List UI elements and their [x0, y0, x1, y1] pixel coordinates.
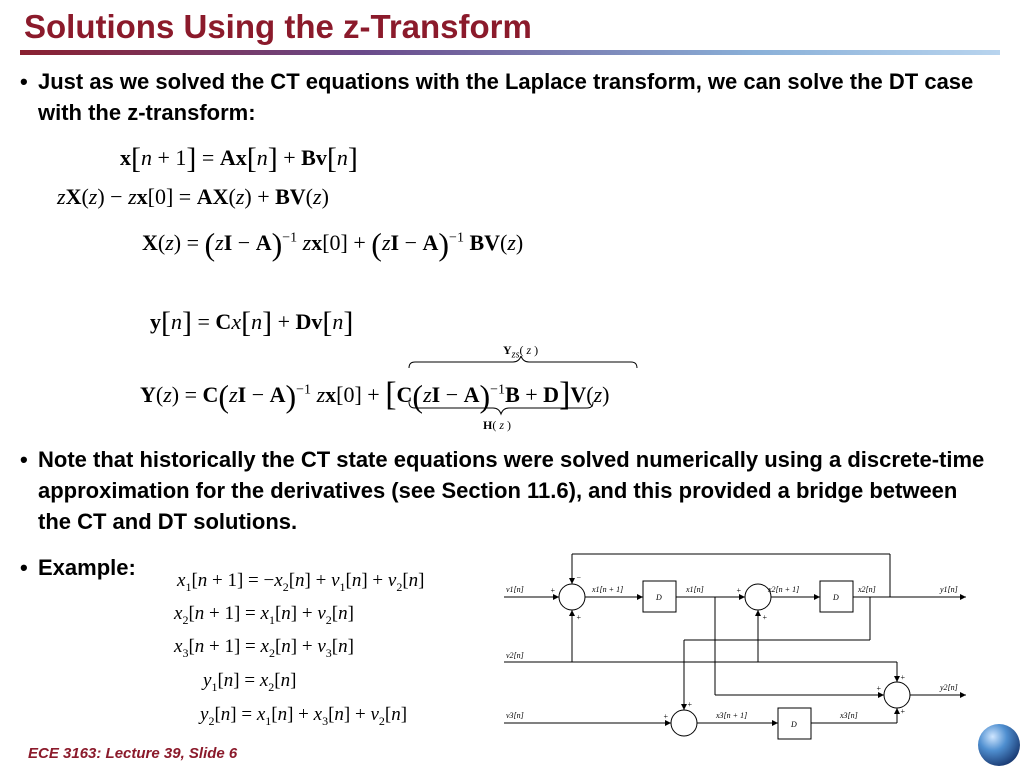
- sum1-plus-left: +: [550, 586, 556, 595]
- slide-title: Solutions Using the z-Transform: [24, 8, 532, 45]
- block-diagram: [500, 550, 970, 745]
- bullet-dot: •: [20, 447, 28, 472]
- brace-label-top: $Y_{zs}$( z ): [503, 343, 539, 361]
- bullet-2: [20, 444, 988, 537]
- label-v1: v1[n]: [506, 585, 524, 594]
- system-eq-4: $y_1[n] = x_2[n]$: [203, 670, 297, 694]
- sum4-plus-top: +: [687, 700, 693, 709]
- sum2-plus-bottom: +: [762, 613, 768, 622]
- delay-3-label: D: [791, 720, 797, 729]
- bullet-2-text: Note that historically the CT state equations were solved numerically using a discrete-time approximation for the derivatives (see Section 11.6), and this provided a bridge between the CT and DT solutions.: [38, 447, 985, 534]
- globe-logo: [978, 724, 1020, 766]
- top-brace: [409, 356, 637, 368]
- label-v3: v3[n]: [506, 711, 524, 720]
- bullet-dot: •: [20, 555, 28, 580]
- label-x1-next: x1[n + 1]: [592, 585, 624, 594]
- bullet-1-text: Just as we solved the CT equations with the Laplace transform, we can solve the DT case with the z-transform:: [38, 69, 974, 125]
- label-v2: v2[n]: [506, 651, 524, 660]
- sum1-minus-top: −: [576, 573, 582, 582]
- system-eq-3: $x_3[n + 1] = x_2[n] + v_3[n]$: [174, 636, 354, 660]
- label-x2-next: x2[n + 1]: [768, 585, 800, 594]
- bullet-1: [20, 66, 988, 128]
- sum2-plus-left: +: [736, 586, 742, 595]
- label-y1: y1[n]: [940, 585, 958, 594]
- label-y2: y2[n]: [940, 683, 958, 692]
- label-x1: x1[n]: [686, 585, 704, 594]
- sum1-plus-bottom: +: [576, 613, 582, 622]
- system-eq-1: $x_1[n + 1] = -x_2[n] + v_1[n] + v_2[n]$: [177, 570, 425, 594]
- sum3-plus-left: +: [876, 684, 882, 693]
- label-x3-next: x3[n + 1]: [716, 711, 748, 720]
- bullet-3: [20, 552, 136, 583]
- sum4-plus-left: +: [663, 712, 669, 721]
- equation-state: x[n + 1] = Ax[n] + Bv[n]: [120, 142, 358, 175]
- slide-footer: ECE 3163: Lecture 39, Slide 6: [28, 745, 238, 762]
- label-x3: x3[n]: [840, 711, 858, 720]
- delay-2-label: D: [833, 593, 839, 602]
- bullet-3-text: Example:: [38, 555, 136, 580]
- sum3-plus-top: +: [900, 673, 906, 682]
- equation-output: y[n] = Cx[n] + Dv[n]: [150, 306, 354, 339]
- equation-state-solution: X(z) = (zI − A)$^{-1}$ zx[0] + (zI − A)$^{-1}$ BV(z): [142, 226, 524, 262]
- bullet-dot: •: [20, 69, 28, 94]
- brace-label-bottom: H( z ): [483, 418, 512, 432]
- label-x2: x2[n]: [858, 585, 876, 594]
- delay-1-label: D: [656, 593, 662, 602]
- system-eq-2: $x_2[n + 1] = x_1[n] + v_2[n]$: [174, 603, 354, 627]
- system-eq-5: $y_2[n] = x_1[n] + x_3[n] + v_2[n]$: [200, 704, 408, 728]
- title-divider: [20, 50, 1000, 55]
- sum3-plus-bottom: +: [900, 707, 906, 716]
- equation-ztransform: zX(z) − zx[0] = AX(z) + BV(z): [57, 184, 329, 209]
- equation-output-solution: Y(z) = C(zI − A)$^{-1}$ zx[0] + [C(zI − A)$^{-1}$B + D]V(z): [140, 376, 610, 414]
